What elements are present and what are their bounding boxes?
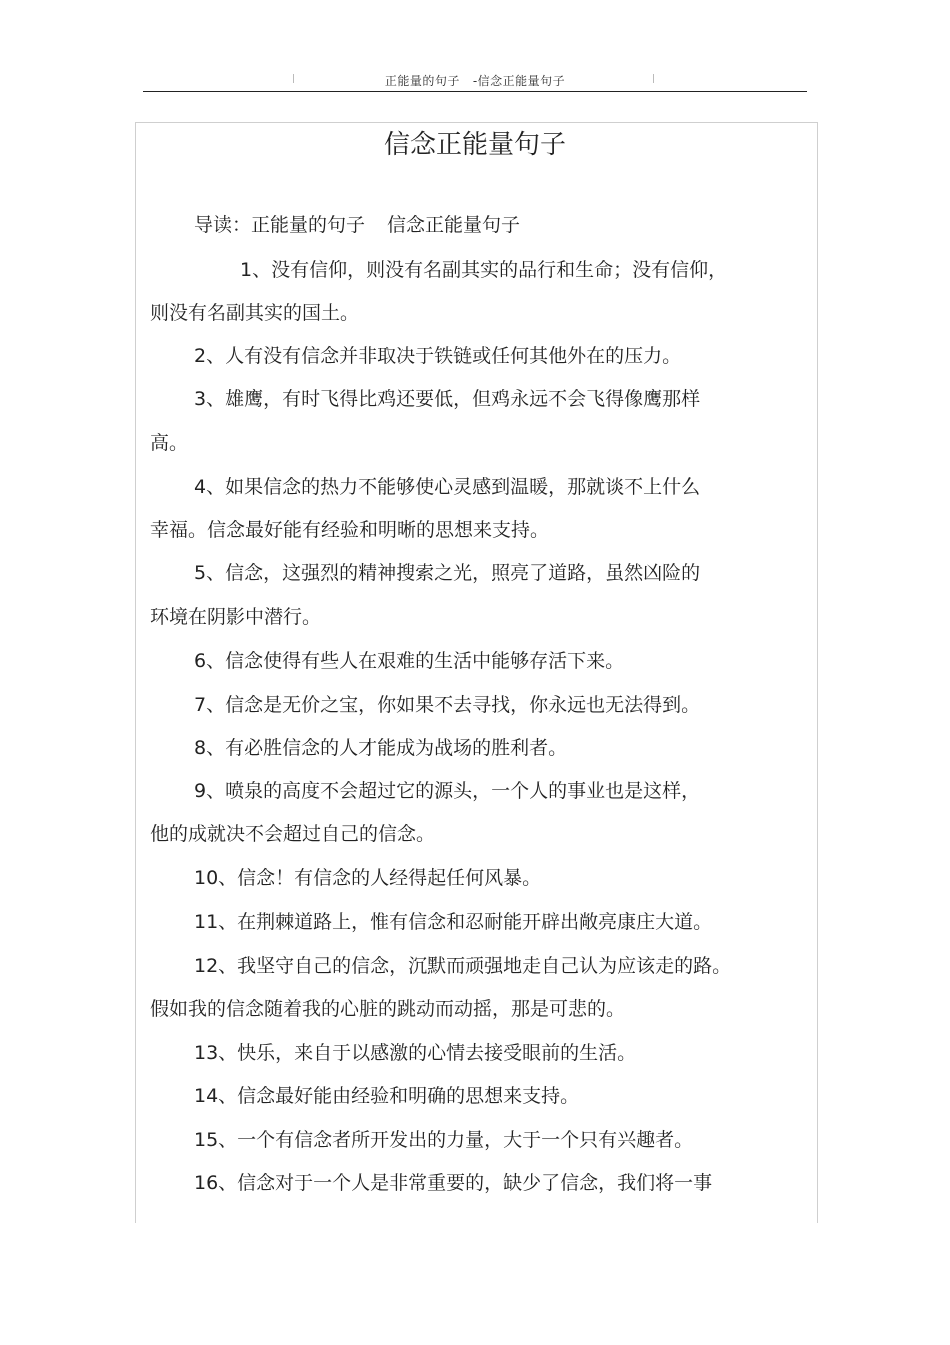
line-20: 14、信念最好能由经验和明确的思想来支持。	[194, 1085, 580, 1107]
line-7: 幸福。信念最好能有经验和明晰的思想来支持。	[150, 519, 550, 541]
line-11: 7、信念是无价之宝，你如果不去寻找，你永远也无法得到。	[194, 694, 701, 716]
line-6: 4、如果信念的热力不能够使心灵感到温暖，那就谈不上什么	[194, 476, 701, 498]
line-17: 12、我坚守自己的信念，沉默而顽强地走自己认为应该走的路。	[194, 955, 732, 977]
line-18: 假如我的信念随着我的心脏的跳动而动摇，那是可悲的。	[150, 998, 626, 1020]
line-3: 2、人有没有信念并非取决于铁链或任何其他外在的压力。	[194, 345, 682, 367]
line-1: 1、没有信仰，则没有名副其实的品行和生命；没有信仰，	[240, 259, 728, 281]
line-16: 11、在荆棘道路上，惟有信念和忍耐能开辟出敞亮康庄大道。	[194, 911, 713, 933]
line-15: 10、信念！有信念的人经得起任何风暴。	[194, 867, 542, 889]
line-4: 3、雄鹰，有时飞得比鸡还要低，但鸡永远不会飞得像鹰那样	[194, 388, 701, 410]
line-13: 9、喷泉的高度不会超过它的源头，一个人的事业也是这样，	[194, 780, 701, 802]
line-10: 6、信念使得有些人在艰难的生活中能够存活下来。	[194, 650, 625, 672]
lead-line: 导读：正能量的句子 信念正能量句子	[194, 214, 521, 236]
line-19: 13、快乐，来自于以感激的心情去接受眼前的生活。	[194, 1042, 637, 1064]
header-tick-right	[653, 74, 654, 83]
page-header	[143, 68, 807, 92]
line-5: 高。	[150, 432, 189, 454]
line-2: 则没有名副其实的国土。	[150, 302, 360, 324]
line-12: 8、有必胜信念的人才能成为战场的胜利者。	[194, 737, 568, 759]
header-text	[143, 72, 807, 89]
line-8: 5、信念，这强烈的精神搜索之光，照亮了道路，虽然凶险的	[194, 562, 701, 584]
line-22: 16、信念对于一个人是非常重要的，缺少了信念，我们将一事	[194, 1172, 713, 1194]
line-21: 15、一个有信念者所开发出的力量，大于一个只有兴趣者。	[194, 1129, 694, 1151]
page-title: 信念正能量句子	[383, 130, 566, 160]
line-14: 他的成就决不会超过自己的信念。	[150, 823, 436, 845]
line-9: 环境在阴影中潜行。	[150, 606, 322, 628]
header-right-text: -信念正能量句子	[472, 74, 566, 88]
header-left-text: 正能量的句子	[384, 74, 460, 88]
